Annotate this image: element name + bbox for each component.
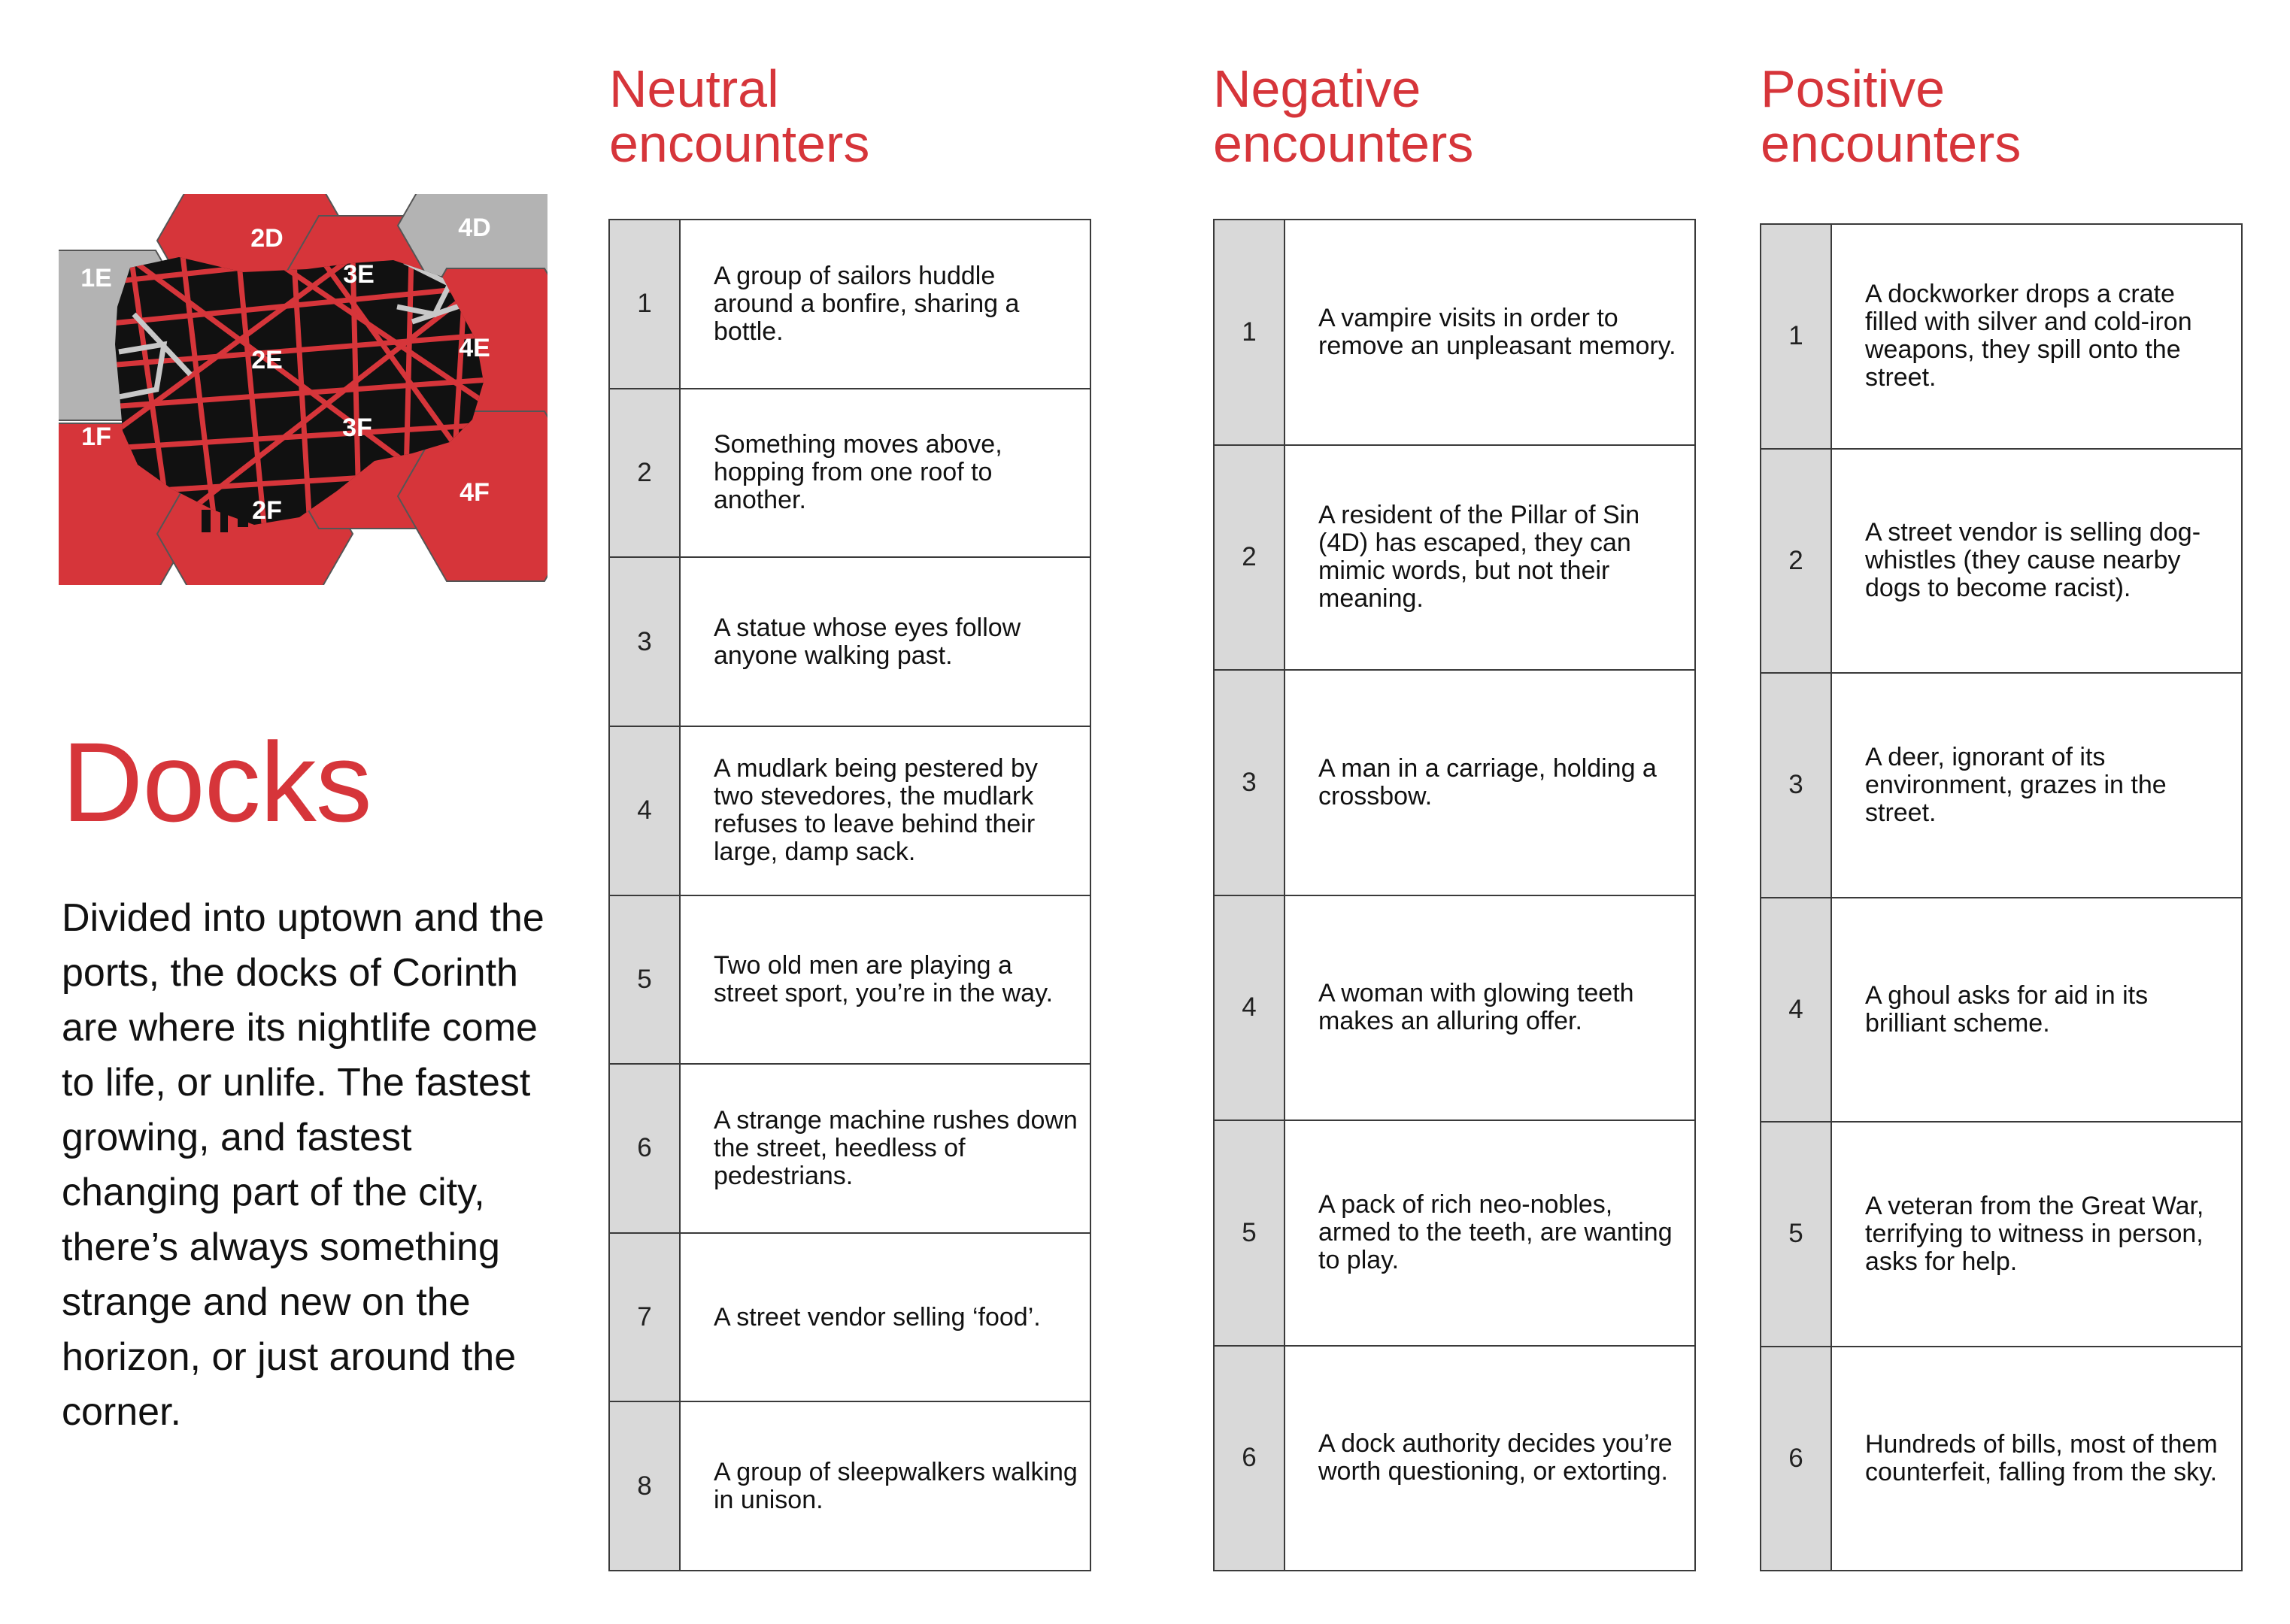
positive-encounters-title bbox=[1761, 59, 2022, 173]
hex-label: 2E bbox=[251, 346, 283, 374]
encounter-number: 3 bbox=[1215, 671, 1285, 895]
encounter-text: A mudlark being pestered by two stevedores, the mudlark refuses to leave behind their large, damp sack. bbox=[714, 754, 1038, 867]
encounter-number: 2 bbox=[610, 389, 681, 557]
encounter-text: A deer, ignorant of its environment, grazes in the street. bbox=[1865, 742, 2167, 827]
title-line: Positive bbox=[1761, 59, 1946, 118]
encounter-text: A resident of the Pillar of Sin (4D) has escaped, they can mimic words, but not their meaning. bbox=[1318, 501, 1640, 614]
encounter-number: 4 bbox=[1761, 898, 1832, 1122]
encounter-number: 1 bbox=[1761, 225, 1832, 448]
encounter-text: A woman with glowing teeth makes an alluring offer. bbox=[1318, 979, 1634, 1036]
encounter-text: A ghoul asks for aid in its brilliant scheme. bbox=[1865, 980, 2149, 1038]
hex-label: 2F bbox=[252, 496, 282, 525]
encounter-row bbox=[1761, 1347, 2241, 1571]
encounter-number: 5 bbox=[1761, 1123, 1832, 1346]
encounter-number: 5 bbox=[1215, 1121, 1285, 1345]
encounter-text: A vampire visits in order to remove an unpleasant memory. bbox=[1318, 303, 1676, 360]
hex-label: 4E bbox=[459, 334, 490, 362]
encounter-text: A dockworker drops a crate filled with silver and cold-iron weapons, they spill onto the street. bbox=[1865, 280, 2192, 392]
title-line: Negative bbox=[1213, 59, 1421, 118]
encounter-number: 6 bbox=[610, 1065, 681, 1232]
hex-label: 1F bbox=[81, 423, 111, 451]
encounter-number: 4 bbox=[1215, 896, 1285, 1120]
district-title: Docks bbox=[62, 719, 372, 845]
encounter-text: A street vendor is selling dog-whistles (they cause nearby dogs to become racist). bbox=[1865, 518, 2201, 603]
encounter-number: 6 bbox=[1215, 1347, 1285, 1571]
encounter-row bbox=[610, 1234, 1090, 1403]
encounter-row bbox=[610, 896, 1090, 1065]
encounter-row bbox=[1761, 898, 2241, 1123]
encounter-row bbox=[610, 1065, 1090, 1234]
encounter-number: 8 bbox=[610, 1402, 681, 1570]
hex-label: 4D bbox=[458, 214, 491, 242]
encounter-row bbox=[1215, 1121, 1694, 1347]
encounter-text: A veteran from the Great War, terrifying to witness in person, asks for help. bbox=[1865, 1191, 2204, 1276]
negative-encounters-table bbox=[1213, 219, 1696, 1571]
title-line: encounters bbox=[609, 114, 870, 173]
neutral-encounters-title bbox=[609, 59, 870, 173]
encounter-row bbox=[610, 727, 1090, 896]
encounter-row bbox=[1215, 446, 1694, 671]
encounter-number: 7 bbox=[610, 1234, 681, 1401]
encounter-row bbox=[610, 389, 1090, 559]
encounter-row bbox=[1215, 220, 1694, 446]
district-hex-map bbox=[59, 194, 547, 585]
encounter-text: A pack of rich neo-nobles, armed to the teeth, are wanting to play. bbox=[1318, 1190, 1673, 1275]
encounter-text: Something moves above, hopping from one roof to another. bbox=[714, 430, 1002, 515]
encounter-row bbox=[610, 220, 1090, 389]
encounter-number: 6 bbox=[1761, 1347, 1832, 1571]
encounter-row bbox=[1761, 225, 2241, 450]
encounter-text: A strange machine rushes down the street, heedless of pedestrians. bbox=[714, 1105, 1078, 1190]
encounter-row bbox=[1761, 450, 2241, 674]
encounter-number: 2 bbox=[1215, 446, 1285, 670]
encounter-number: 4 bbox=[610, 727, 681, 895]
hex-label: 4F bbox=[460, 478, 490, 507]
encounter-row bbox=[610, 1402, 1090, 1570]
encounter-text: A group of sleepwalkers walking in unison. bbox=[714, 1457, 1078, 1514]
hex-label: 1E bbox=[80, 264, 112, 292]
hex-label: 2D bbox=[250, 224, 284, 253]
encounter-row bbox=[1215, 896, 1694, 1122]
encounter-row bbox=[1761, 1123, 2241, 1347]
encounter-text: A street vendor selling ‘food’. bbox=[714, 1302, 1041, 1332]
encounter-row bbox=[1215, 671, 1694, 896]
negative-encounters-title bbox=[1213, 59, 1474, 173]
encounter-number: 3 bbox=[1761, 674, 1832, 897]
encounter-text: A man in a carriage, holding a crossbow. bbox=[1318, 753, 1657, 810]
encounter-text: Two old men are playing a street sport, you’re in the way. bbox=[714, 950, 1054, 1007]
positive-encounters-table bbox=[1760, 223, 2243, 1571]
encounter-number: 5 bbox=[610, 896, 681, 1064]
encounter-number: 2 bbox=[1761, 450, 1832, 673]
encounter-number: 1 bbox=[610, 220, 681, 388]
encounter-text: A group of sailors huddle around a bonfire, sharing a bottle. bbox=[714, 261, 1020, 346]
encounter-row bbox=[1761, 674, 2241, 898]
title-line: encounters bbox=[1761, 114, 2022, 173]
neutral-encounters-table bbox=[608, 219, 1091, 1571]
encounter-text: A dock authority decides you’re worth questioning, or extorting. bbox=[1318, 1429, 1673, 1486]
encounter-number: 3 bbox=[610, 558, 681, 726]
title-line: Neutral bbox=[609, 59, 779, 118]
encounter-row bbox=[1215, 1347, 1694, 1571]
encounter-row bbox=[610, 558, 1090, 727]
encounter-text: A statue whose eyes follow anyone walking past. bbox=[714, 613, 1021, 670]
encounter-text: Hundreds of bills, most of them counterfeit, falling from the sky. bbox=[1865, 1429, 2218, 1486]
title-line: encounters bbox=[1213, 114, 1474, 173]
district-description: Divided into uptown and the ports, the docks of Corinth are where its nightlife come to life, or unlife. The fastest growing, and fastest changing part of the city, there’s always something strange and new on the horizon, or just around the corner. bbox=[62, 896, 544, 1434]
hex-label: 3F bbox=[342, 414, 372, 442]
encounter-number: 1 bbox=[1215, 220, 1285, 444]
hex-label: 3E bbox=[343, 260, 375, 289]
